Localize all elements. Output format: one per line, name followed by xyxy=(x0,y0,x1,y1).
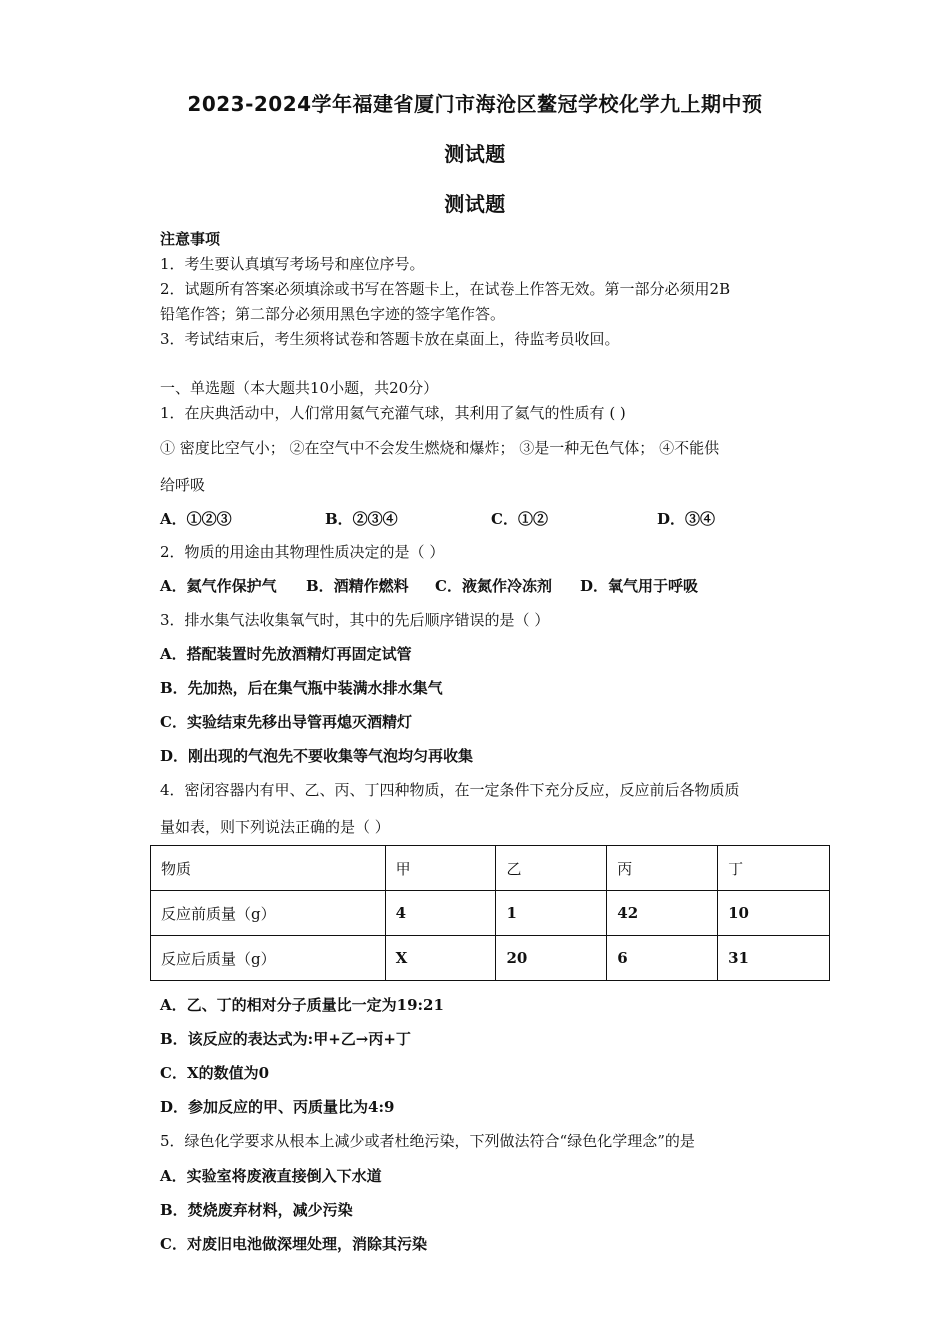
table-header-cell: 甲 xyxy=(385,846,496,891)
table-cell: 42 xyxy=(607,891,718,936)
table-cell: 6 xyxy=(607,936,718,981)
q1-option-a: A．①②③ xyxy=(160,510,232,528)
q5-option-b: B．焚烧废弃材料，减少污染 xyxy=(160,1201,353,1219)
table-header-cell: 乙 xyxy=(496,846,607,891)
q4-option-d: D．参加反应的甲、丙质量比为4:9 xyxy=(160,1098,395,1116)
q1-option-d: D．③④ xyxy=(657,510,716,528)
q5-stem: 5．绿色化学要求从根本上减少或者杜绝污染，下列做法符合“绿色化学理念”的是 xyxy=(160,1132,695,1150)
table-header-row xyxy=(151,846,830,891)
q3-option-d: D．刚出现的气泡先不要收集等气泡均匀再收集 xyxy=(160,747,474,765)
notice-item-3: 3．考试结束后，考生须将试卷和答题卡放在桌面上，待监考员收回。 xyxy=(160,330,620,348)
table-cell: 31 xyxy=(718,936,830,981)
q2-option-c: C．液氮作冷冻剂 xyxy=(435,577,552,595)
q3-stem: 3．排水集气法收集氧气时，其中的先后顺序错误的是（ ） xyxy=(160,611,550,629)
q3-option-c: C．实验结束先移出导管再熄灭酒精灯 xyxy=(160,713,412,731)
q1-stem: 1．在庆典活动中，人们常用氦气充灌气球，其利用了氦气的性质有 ( ) xyxy=(160,404,626,422)
q4-option-a: A．乙、丁的相对分子质量比一定为19:21 xyxy=(160,996,444,1014)
mass-table xyxy=(150,845,830,981)
q4-option-b: B．该反应的表达式为:甲+乙→丙+丁 xyxy=(160,1030,411,1048)
table-cell: 1 xyxy=(496,891,607,936)
table-cell: 4 xyxy=(385,891,496,936)
q1-option-b: B．②③④ xyxy=(325,510,398,528)
q1-items-line-2: 给呼吸 xyxy=(160,476,206,494)
q3-option-a: A．搭配装置时先放酒精灯再固定试管 xyxy=(160,645,412,663)
q2-stem: 2．物质的用途由其物理性质决定的是（ ） xyxy=(160,543,445,561)
table-cell: 20 xyxy=(496,936,607,981)
table-cell: 反应前质量（g） xyxy=(151,891,386,936)
q3-option-b: B．先加热，后在集气瓶中装满水排水集气 xyxy=(160,679,443,697)
table-header-cell: 丁 xyxy=(718,846,830,891)
q1-items-line-1: ① 密度比空气小； ②在空气中不会发生燃烧和爆炸； ③是一种无色气体； ④不能供 xyxy=(160,439,720,457)
table-row xyxy=(151,891,830,936)
notice-item-2-line-1: 2．试题所有答案必须填涂或书写在答题卡上，在试卷上作答无效。第一部分必须用2B xyxy=(160,280,731,298)
q2-option-a: A．氦气作保护气 xyxy=(160,577,277,595)
q5-option-a: A．实验室将废液直接倒入下水道 xyxy=(160,1167,382,1185)
q4-stem-line-2: 量如表，则下列说法正确的是（ ） xyxy=(160,818,390,836)
q5-option-c: C．对废旧电池做深埋处理，消除其污染 xyxy=(160,1235,427,1253)
notice-item-1: 1．考生要认真填写考场号和座位序号。 xyxy=(160,255,425,273)
q2-option-b: B．酒精作燃料 xyxy=(306,577,409,595)
q1-option-c: C．①② xyxy=(491,510,548,528)
q4-option-c: C．X的数值为0 xyxy=(160,1064,270,1082)
table-cell: 10 xyxy=(718,891,830,936)
notice-heading: 注意事项 xyxy=(160,230,221,248)
section-heading: 一、单选题（本大题共10小题，共20分） xyxy=(160,379,439,397)
exam-title-line-2: 测试题 xyxy=(444,142,506,166)
exam-title-line-3: 测试题 xyxy=(444,192,506,216)
table-header-cell: 物质 xyxy=(151,846,386,891)
notice-item-2-line-2: 铅笔作答；第二部分必须用黑色字迹的签字笔作答。 xyxy=(160,305,506,323)
table-cell: X xyxy=(385,936,496,981)
exam-title-line-1: 2023-2024学年福建省厦门市海沧区鳌冠学校化学九上期中预 xyxy=(187,92,763,116)
table-row xyxy=(151,936,830,981)
table-cell: 反应后质量（g） xyxy=(151,936,386,981)
table-header-cell: 丙 xyxy=(607,846,718,891)
q2-option-d: D．氧气用于呼吸 xyxy=(580,577,699,595)
q4-stem-line-1: 4．密闭容器内有甲、乙、丙、丁四种物质，在一定条件下充分反应，反应前后各物质质 xyxy=(160,781,740,799)
